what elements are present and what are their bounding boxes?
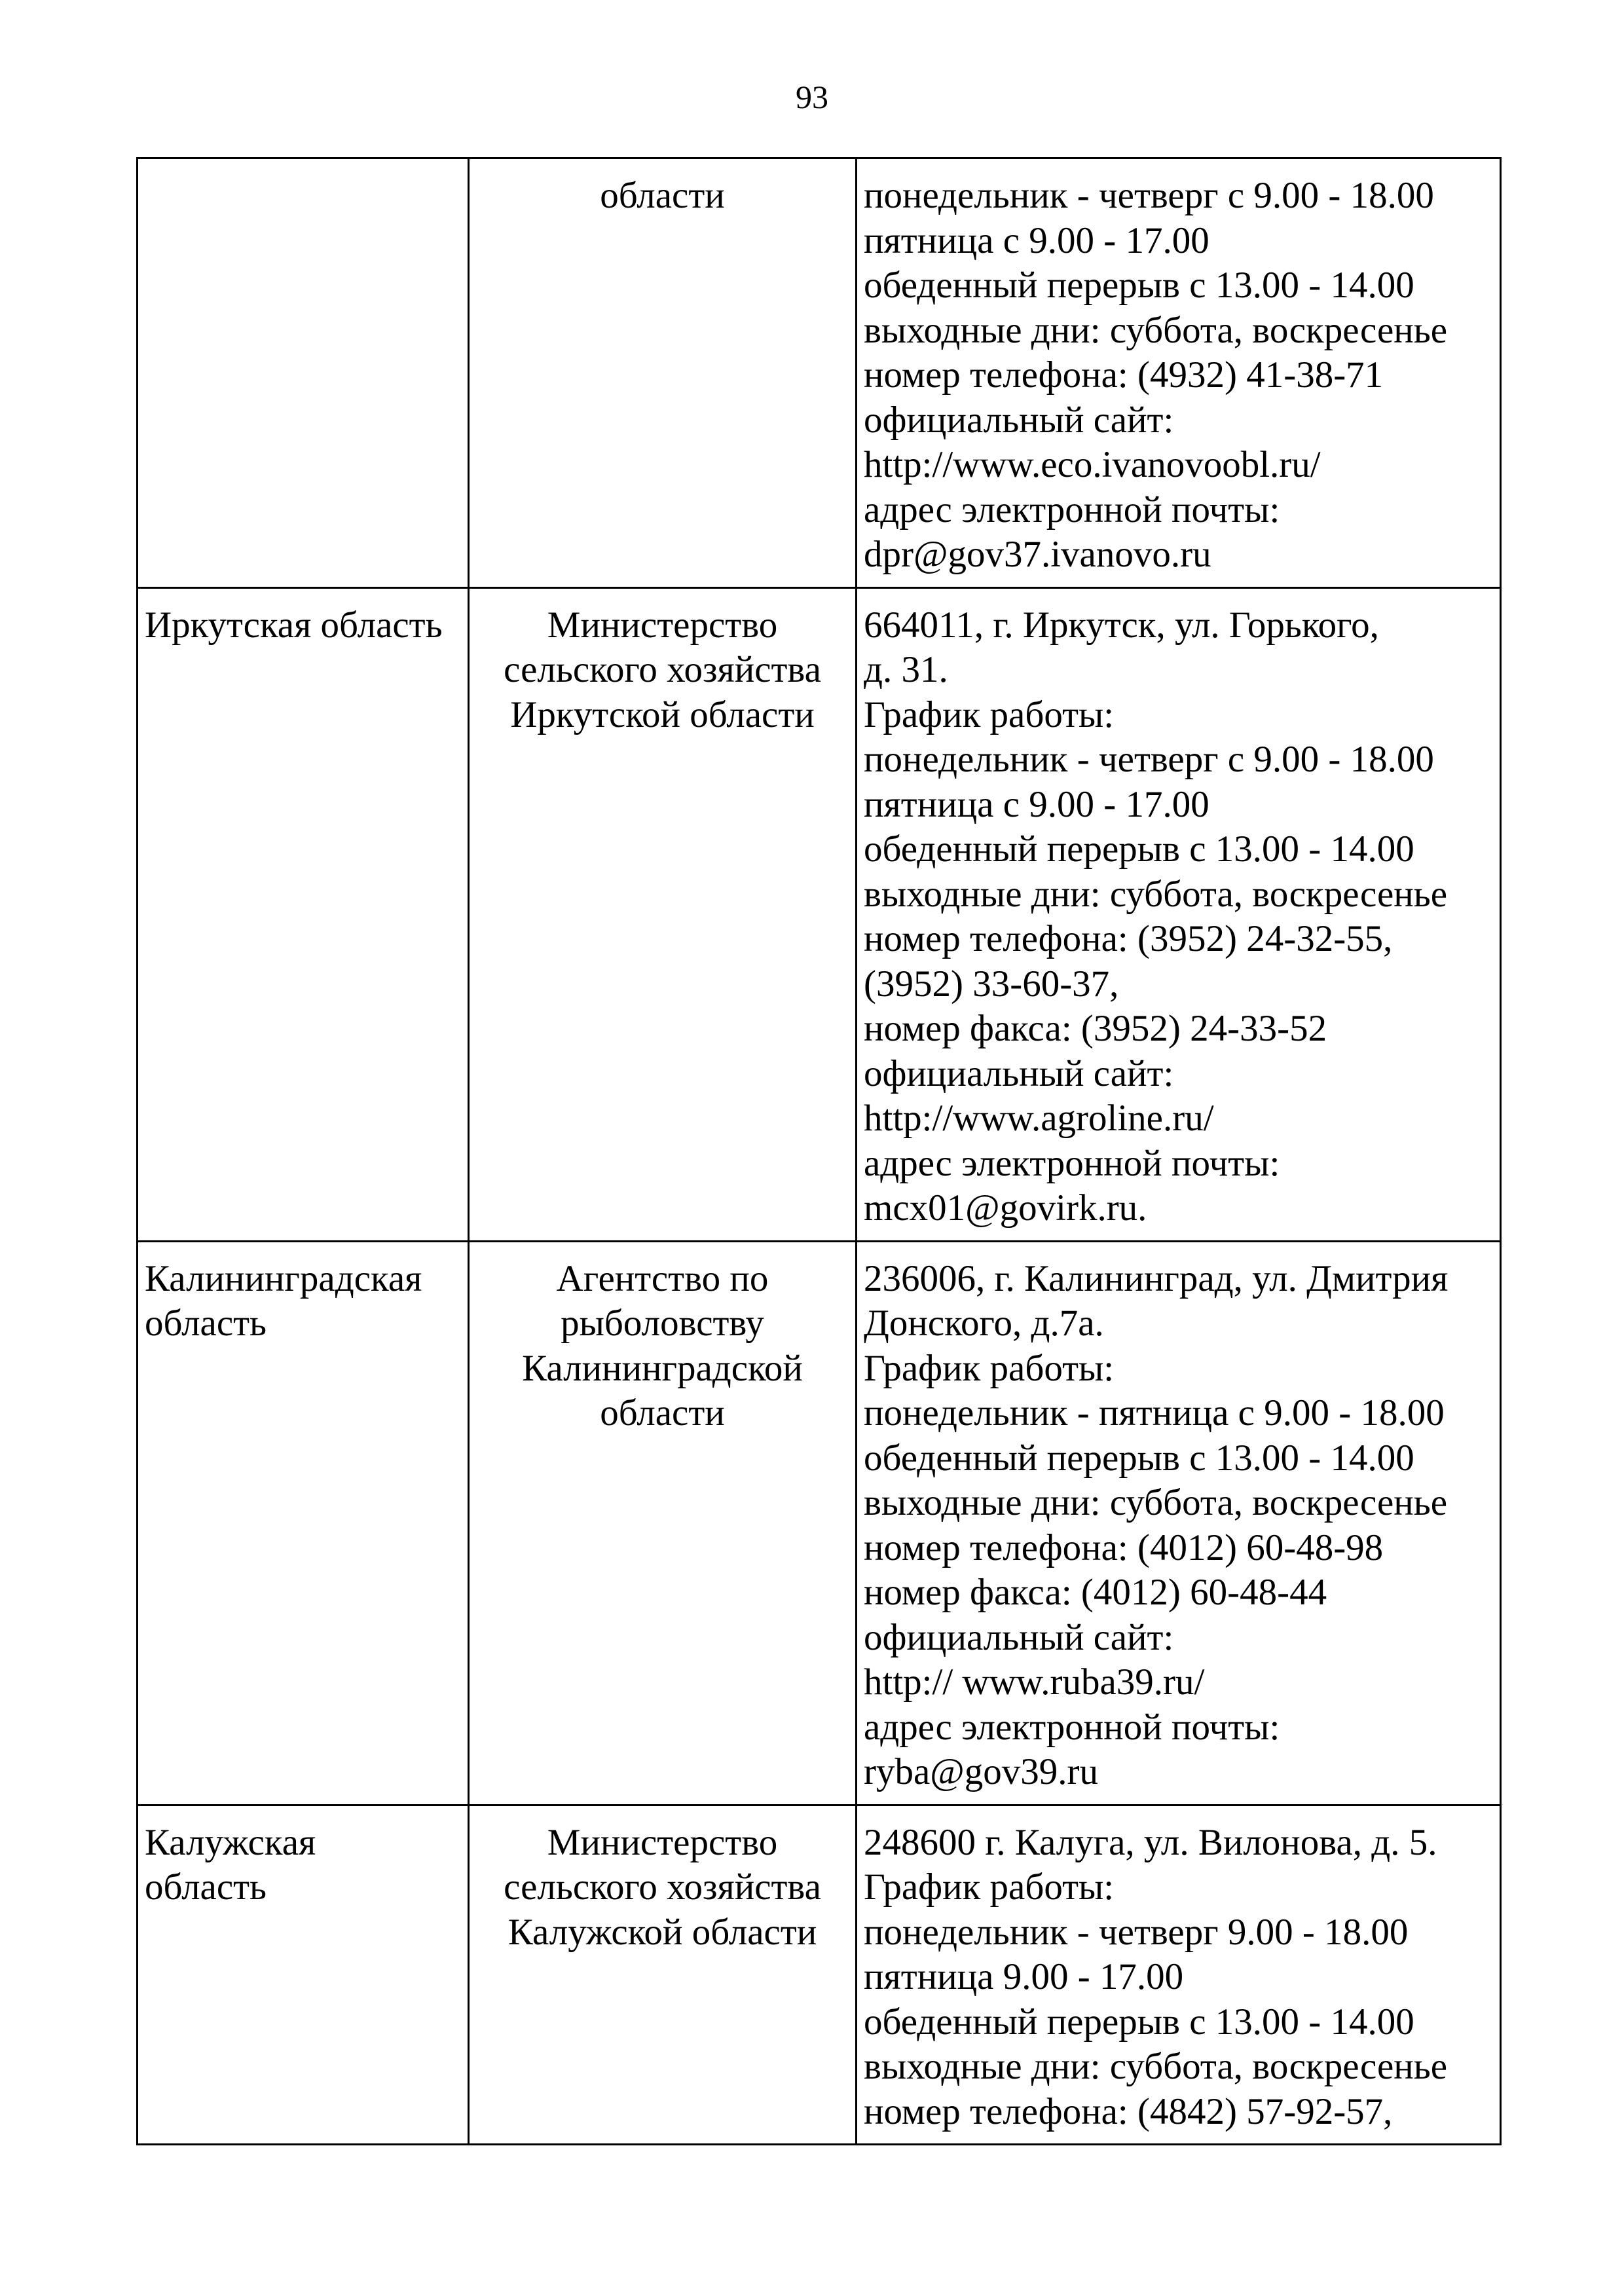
region-cell — [138, 1805, 469, 2145]
info-line: обеденный перерыв с 13.00 - 14.00 — [864, 828, 1414, 870]
region-name: область — [145, 1866, 267, 1908]
address-line: д. 31. — [864, 649, 948, 690]
contact-info-cell — [857, 1241, 1501, 1805]
region-cell — [138, 158, 469, 588]
fax-line: номер факса: (4012) 60-48-44 — [864, 1572, 1327, 1613]
region-name: Иркутская область — [145, 604, 443, 646]
info-line: обеденный перерыв с 13.00 - 14.00 — [864, 1437, 1414, 1479]
table-row — [138, 587, 1501, 1241]
info-line: График работы: — [864, 694, 1115, 735]
agency-line: рыболовству — [561, 1303, 764, 1344]
website-link: http:// www.ruba39.ru/ — [864, 1661, 1205, 1703]
agency-line: области — [600, 1392, 725, 1434]
info-line: пятница с 9.00 - 17.00 — [864, 219, 1209, 261]
info-line: понедельник - четверг 9.00 - 18.00 — [864, 1911, 1409, 1953]
email-address: ryba@gov39.ru — [864, 1751, 1099, 1792]
info-line: выходные дни: суббота, воскресенье — [864, 2046, 1448, 2087]
region-name: Калужская — [145, 1821, 316, 1863]
region-name: Калининградская — [145, 1257, 422, 1299]
phone-line: номер телефона: (3952) 24-32-55, — [864, 918, 1393, 959]
info-line: понедельник - четверг с 9.00 - 18.00 — [864, 739, 1434, 780]
page-number: 93 — [796, 79, 828, 115]
fax-line: номер факса: (3952) 24-33-52 — [864, 1008, 1327, 1049]
region-cell — [138, 587, 469, 1241]
region-name: область — [145, 1303, 267, 1344]
agency-line: сельского хозяйства — [504, 1866, 821, 1908]
phone-line: номер телефона: (4842) 57-92-57, — [864, 2090, 1393, 2132]
email-address: mcx01@govirk.ru. — [864, 1187, 1147, 1229]
info-line: адрес электронной почты: — [864, 1142, 1280, 1184]
address-line: Донского, д.7а. — [864, 1303, 1104, 1344]
website-link: http://www.agroline.ru/ — [864, 1098, 1214, 1139]
contact-info-cell — [857, 158, 1501, 588]
info-line: обеденный перерыв с 13.00 - 14.00 — [864, 265, 1414, 306]
info-line: выходные дни: суббота, воскресенье — [864, 873, 1448, 915]
agency-cell — [469, 1241, 857, 1805]
agency-line: Иркутской области — [510, 694, 815, 735]
info-line: выходные дни: суббота, воскресенье — [864, 309, 1448, 351]
info-line: официальный сайт: — [864, 399, 1174, 441]
info-line: понедельник - четверг с 9.00 - 18.00 — [864, 175, 1434, 216]
info-line: График работы: — [864, 1866, 1115, 1908]
info-line: График работы: — [864, 1347, 1115, 1389]
phone-line: номер телефона: (4012) 60-48-98 — [864, 1527, 1384, 1568]
agency-cell — [469, 158, 857, 588]
region-cell — [138, 1241, 469, 1805]
agency-line: Агентство по — [556, 1257, 769, 1299]
info-line: пятница 9.00 - 17.00 — [864, 1956, 1184, 1997]
table-row — [138, 158, 1501, 588]
agency-line: сельского хозяйства — [504, 649, 821, 690]
address-line: 664011, г. Иркутск, ул. Горького, — [864, 604, 1379, 646]
phone-line: номер телефона: (4932) 41-38-71 — [864, 354, 1384, 396]
contact-info-cell — [857, 587, 1501, 1241]
info-line: обеденный перерыв с 13.00 - 14.00 — [864, 2001, 1414, 2043]
website-link: http://www.eco.ivanovoobl.ru/ — [864, 444, 1321, 485]
agency-cell — [469, 1805, 857, 2145]
agency-line: Калужской области — [507, 1911, 817, 1953]
address-line: 248600 г. Калуга, ул. Вилонова, д. 5. — [864, 1821, 1437, 1863]
address-line: 236006, г. Калининград, ул. Дмитрия — [864, 1257, 1449, 1299]
info-line: пятница с 9.00 - 17.00 — [864, 783, 1209, 825]
info-line: адрес электронной почты: — [864, 489, 1280, 530]
agency-line: Калининградской — [522, 1347, 803, 1389]
info-line: официальный сайт: — [864, 1052, 1174, 1094]
contact-info-cell — [857, 1805, 1501, 2145]
email-address: dpr@gov37.ivanovo.ru — [864, 534, 1211, 575]
agency-line: Министерство — [547, 604, 778, 646]
info-line: выходные дни: суббота, воскресенье — [864, 1482, 1448, 1523]
info-line: понедельник - пятница с 9.00 - 18.00 — [864, 1392, 1445, 1434]
table-row — [138, 1805, 1501, 2145]
agency-line: Министерство — [547, 1821, 778, 1863]
agency-contacts-table — [136, 157, 1502, 2145]
info-line: адрес электронной почты: — [864, 1706, 1280, 1748]
phone-line: (3952) 33-60-37, — [864, 963, 1119, 1005]
info-line: официальный сайт: — [864, 1616, 1174, 1658]
table-row — [138, 1241, 1501, 1805]
agency-cell — [469, 587, 857, 1241]
agency-line: области — [600, 175, 725, 216]
